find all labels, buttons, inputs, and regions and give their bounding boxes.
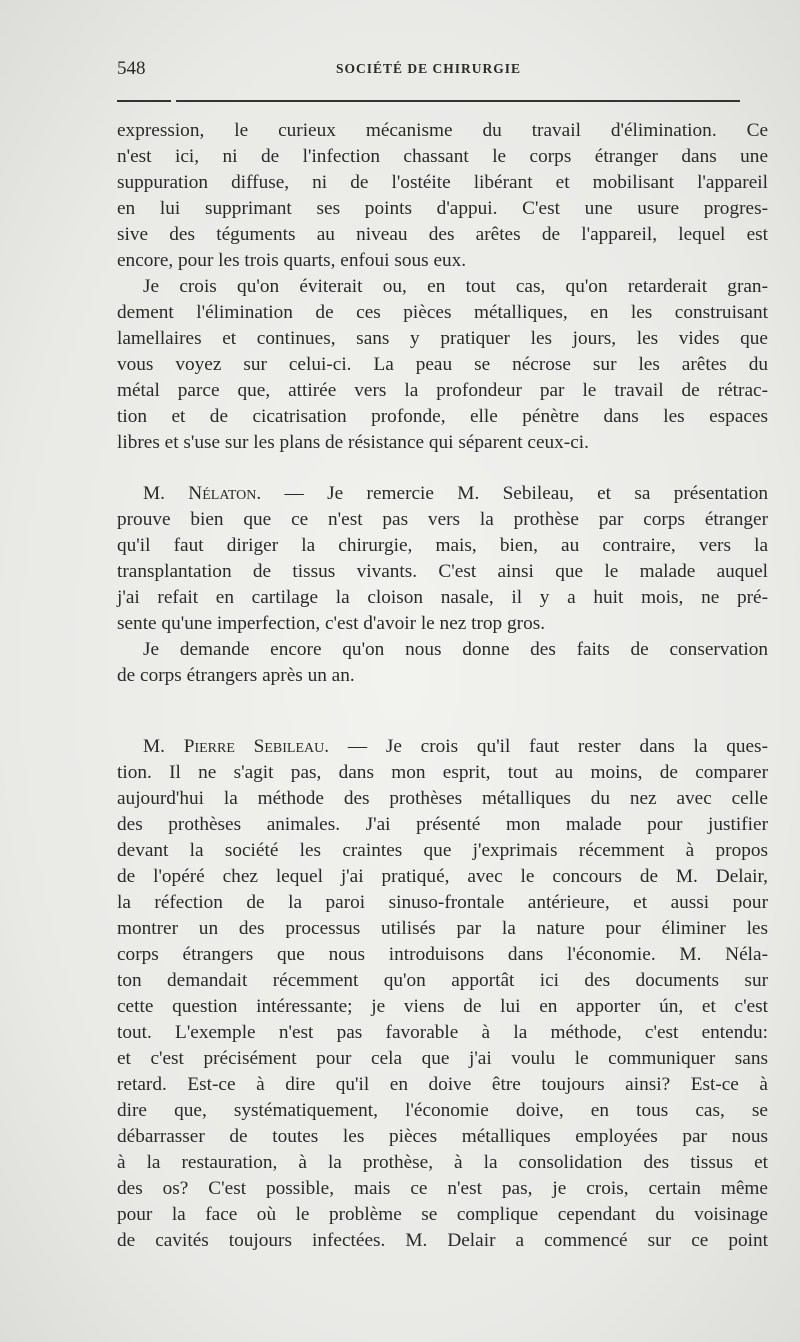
text-line xyxy=(117,1176,768,1202)
line-text: encore, pour les trois quarts, enfoui sous eux. xyxy=(117,250,467,271)
text-line xyxy=(117,378,768,404)
text-line xyxy=(117,404,768,430)
line-text: dement l'élimination de ces pièces métalliques, en les construisant xyxy=(117,302,768,323)
text-block-1 xyxy=(117,118,768,456)
text-line xyxy=(117,838,768,864)
line-text: Je demande encore qu'on nous donne des faits de conservation xyxy=(143,639,768,660)
line-text: dire que, systématiquement, l'économie doive, en tous cas, se xyxy=(117,1100,768,1121)
line-text: en lui supprimant ses points d'appui. C'est une usure progres- xyxy=(117,198,768,219)
line-text: suppuration diffuse, ni de l'ostéite libérant et mobilisant l'appareil xyxy=(117,172,768,193)
line-text: sive des téguments au niveau des arêtes de l'appareil, lequel est xyxy=(117,224,768,245)
line-text: et c'est précisément pour cela que j'ai voulu le communiquer sans xyxy=(117,1048,768,1069)
text-line xyxy=(117,300,768,326)
text-line xyxy=(117,585,768,611)
line-text: — Je remercie M. Sebileau, et sa présentation xyxy=(284,483,768,504)
page-number: 548 xyxy=(117,58,146,79)
line-text: ton demandait récemment qu'on apportât ici des documents sur xyxy=(117,970,768,991)
text-line xyxy=(117,222,768,248)
speaker-name: M. Pierre Sebileau. xyxy=(143,736,330,757)
text-line xyxy=(117,942,768,968)
header-rule-long xyxy=(176,100,740,102)
text-line xyxy=(117,1150,768,1176)
text-line xyxy=(117,1098,768,1124)
text-line xyxy=(117,533,768,559)
text-line xyxy=(117,274,768,300)
line-text: de cavités toujours infectées. M. Delair a commencé sur ce point xyxy=(117,1230,768,1251)
line-text: libres et s'use sur les plans de résistance qui séparent ceux-ci. xyxy=(117,432,589,453)
paragraph xyxy=(117,274,768,456)
line-text: tout. L'exemple n'est pas favorable à la méthode, c'est entendu: xyxy=(117,1022,768,1043)
paragraph xyxy=(117,118,768,274)
text-line xyxy=(117,1046,768,1072)
text-line xyxy=(117,326,768,352)
line-text: prouve bien que ce n'est pas vers la prothèse par corps étranger xyxy=(117,509,768,530)
paragraph xyxy=(117,637,768,689)
text-block-2 xyxy=(117,481,768,689)
running-title: SOCIÉTÉ DE CHIRURGIE xyxy=(335,61,522,76)
line-text: tion. Il ne s'agit pas, dans mon esprit, tout au moins, de comparer xyxy=(117,762,768,783)
text-line xyxy=(117,663,768,689)
text-line xyxy=(117,968,768,994)
line-text: n'est ici, ni de l'infection chassant le corps étranger dans une xyxy=(117,146,768,167)
line-text: cette question intéressante; je viens de lui en apporter ún, et c'est xyxy=(117,996,768,1017)
line-text: de l'opéré chez lequel j'ai pratiqué, avec le concours de M. Delair, xyxy=(117,866,768,887)
text-line xyxy=(117,118,768,144)
text-line xyxy=(117,812,768,838)
line-text: des prothèses animales. J'ai présenté mon malade pour justifier xyxy=(117,814,768,835)
line-text: vous voyez sur celui-ci. La peau se nécrose sur les arêtes du xyxy=(117,354,768,375)
text-line xyxy=(117,1072,768,1098)
text-line xyxy=(117,559,768,585)
text-block-3 xyxy=(117,734,768,1254)
text-line xyxy=(117,144,768,170)
line-text: métal parce que, attirée vers la profondeur par le travail de rétrac- xyxy=(117,380,768,401)
text-line xyxy=(117,611,768,637)
text-line xyxy=(117,170,768,196)
header-rule-short xyxy=(117,100,171,102)
text-line xyxy=(117,786,768,812)
line-text: Je crois qu'on éviterait ou, en tout cas, qu'on retarderait gran- xyxy=(143,276,768,297)
line-text: de corps étrangers après un an. xyxy=(117,665,355,686)
text-line xyxy=(117,734,768,760)
line-text: j'ai refait en cartilage la cloison nasale, il y a huit mois, ne pré- xyxy=(117,587,768,608)
text-line xyxy=(117,352,768,378)
line-text: — Je crois qu'il faut rester dans la ques- xyxy=(347,736,768,757)
line-text: lamellaires et continues, sans y pratiquer les jours, les vides que xyxy=(117,328,768,349)
line-text: transplantation de tissus vivants. C'est ainsi que le malade auquel xyxy=(117,561,768,582)
text-line xyxy=(117,481,768,507)
text-line xyxy=(117,890,768,916)
line-text: devant la société les craintes que j'exprimais récemment à propos xyxy=(117,840,768,861)
paragraph xyxy=(117,734,768,1254)
text-line xyxy=(117,430,768,456)
speaker-name: M. Nélaton. xyxy=(143,483,262,504)
text-line xyxy=(117,1020,768,1046)
text-line xyxy=(117,760,768,786)
line-text: pour la face où le problème se complique cependant du voisinage xyxy=(117,1204,768,1225)
line-text: des os? C'est possible, mais ce n'est pas, je crois, certain même xyxy=(117,1178,768,1199)
text-line xyxy=(117,507,768,533)
line-text: la réfection de la paroi sinuso-frontale antérieure, et aussi pour xyxy=(117,892,768,913)
text-line xyxy=(117,1202,768,1228)
text-line xyxy=(117,196,768,222)
text-line xyxy=(117,1124,768,1150)
line-text: montrer un des processus utilisés par la nature pour éliminer les xyxy=(117,918,768,939)
text-line xyxy=(117,916,768,942)
text-line xyxy=(117,637,768,663)
line-text: corps étrangers que nous introduisons dans l'économie. M. Néla- xyxy=(117,944,768,965)
line-text: sente qu'une imperfection, c'est d'avoir le nez trop gros. xyxy=(117,613,546,634)
line-text: aujourd'hui la méthode des prothèses métalliques du nez avec celle xyxy=(117,788,768,809)
text-line xyxy=(117,248,768,274)
paragraph xyxy=(117,481,768,637)
text-line xyxy=(117,994,768,1020)
text-line xyxy=(117,1228,768,1254)
line-text: tion et de cicatrisation profonde, elle pénètre dans les espaces xyxy=(117,406,768,427)
text-line xyxy=(117,864,768,890)
line-text: retard. Est-ce à dire qu'il en doive être toujours ainsi? Est-ce à xyxy=(117,1074,768,1095)
line-text: débarrasser de toutes les pièces métalliques employées par nous xyxy=(117,1126,768,1147)
line-text: qu'il faut diriger la chirurgie, mais, bien, au contraire, vers la xyxy=(117,535,768,556)
line-text: à la restauration, à la prothèse, à la consolidation des tissus et xyxy=(117,1152,768,1173)
line-text: expression, le curieux mécanisme du travail d'élimination. Ce xyxy=(117,120,768,141)
running-header xyxy=(117,58,740,84)
